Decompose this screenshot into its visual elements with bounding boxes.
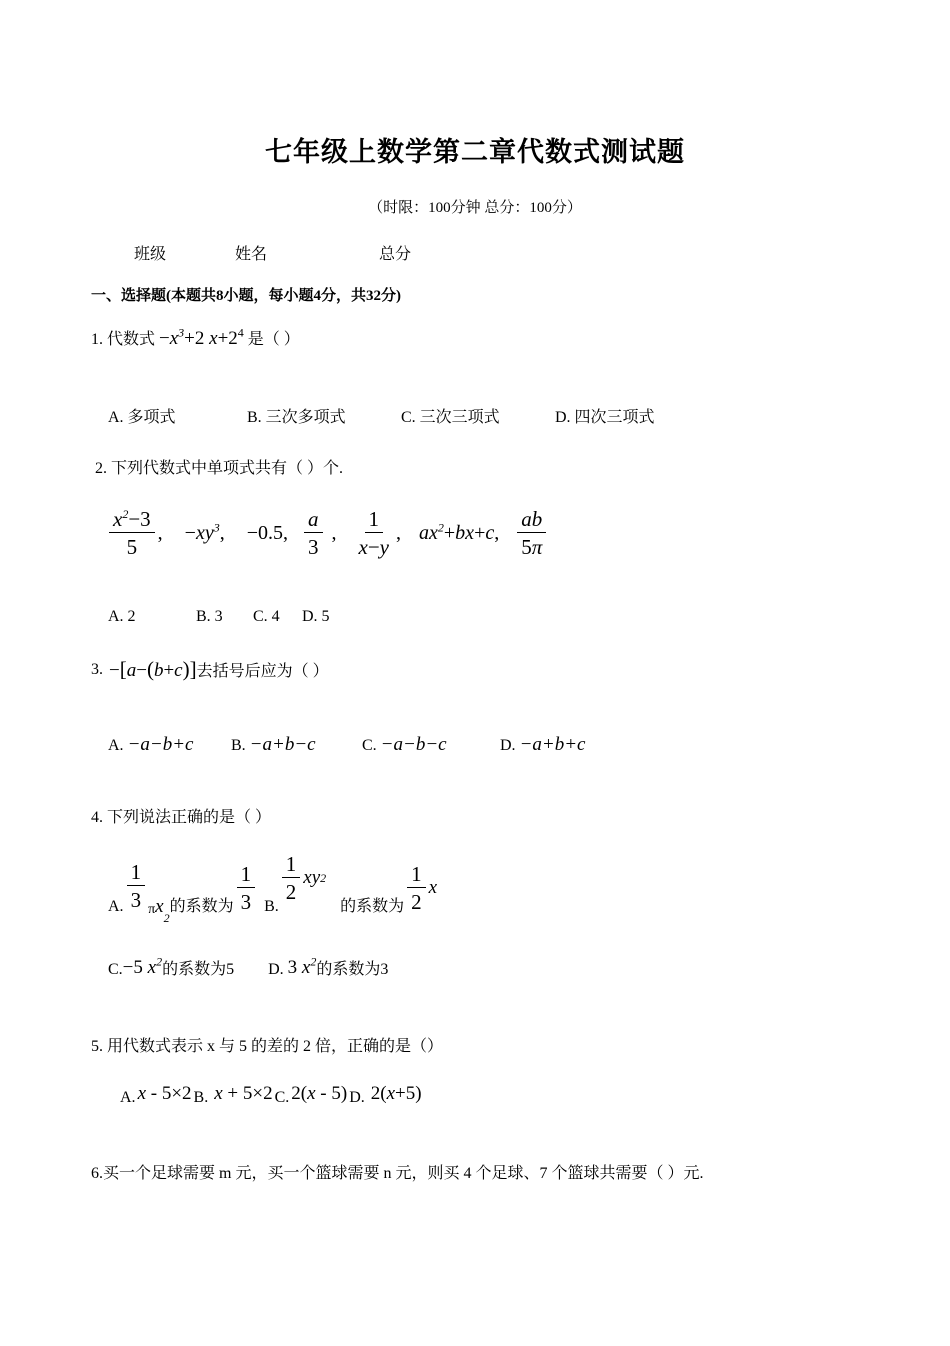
question-1 (91, 326, 300, 350)
q4-c-text: 的系数为5 (162, 961, 235, 978)
q2-option-b: B. 3 (196, 608, 223, 625)
time-limit-subtitle: （时限：100分钟 总分：100分） (368, 200, 582, 216)
q3-option-d: D. −a+b+c (500, 734, 586, 755)
q4-b-coef-text: 的系数为 (340, 898, 405, 916)
q1-option-d: D. 四次三项式 (555, 409, 655, 426)
q4-options-ab (108, 852, 438, 926)
q1-prefix: 代数式 (107, 331, 156, 348)
q1-expression: $-x^3+2$ $x+2^4$ (159, 325, 244, 349)
q5-options (120, 1083, 424, 1107)
question-2: 2. 下列代数式中单项式共有（ ）个. (95, 460, 344, 477)
q5-d-expression: 2(x+5) (370, 1083, 422, 1104)
q4-c-expression: −5 $x^2$ (122, 954, 163, 978)
q2-option-c: C. 4 (253, 608, 280, 625)
q2-option-a: A. 2 (108, 608, 136, 625)
q4-a-coef-text: 的系数为 (169, 898, 234, 916)
class-label: 班级 (134, 246, 167, 263)
q2-expressions: $\frac{x^2-3}{5}$ , $-xy^3$ , −0.5 , $\frac{a}{3}$ , $\frac{1}{x-y}$ , $ax^2+bx+c$ , $\frac{ab}{5\pi}$ (106, 507, 549, 559)
section-choice-heading: 一、选择题(本题共8小题，每小题4分，共32分) (91, 288, 401, 304)
question-6: 6.买一个足球需要 m 元，买一个篮球需要 n 元，则买 4 个足球、7 个篮球共需要（ ）元. (91, 1165, 704, 1182)
q2-expr-4: $\frac{a}{3}$ (304, 507, 323, 559)
q2-expr-3: −0.5 (246, 521, 283, 544)
q1-option-b: B. 三次多项式 (247, 409, 346, 426)
q3-option-a: A. −a−b+c (108, 734, 194, 755)
q3-option-b: B. −a+b−c (231, 734, 316, 755)
question-5: 5. 用代数式表示 x 与 5 的差的 2 倍，正确的是（） (91, 1038, 444, 1055)
q3-number: 3. (91, 660, 103, 678)
q1-option-c: C. 三次三项式 (401, 409, 500, 426)
q2-expr-6: $ax^2+bx+c$ (419, 519, 495, 544)
q5-label-a: A. (120, 1089, 136, 1106)
q2-expr-2: $-xy^3$ (184, 519, 220, 544)
q4-label-b: B. (264, 898, 279, 916)
q4-b-expression: $\frac{1}{2}$ xy 2 (279, 852, 326, 904)
q3-expression: −[a−(b+c)] (109, 657, 197, 681)
q5-label-d: D. (349, 1089, 365, 1106)
q5-label-b: B. (193, 1089, 209, 1106)
question-3 (91, 657, 329, 682)
q2-expr-5: $\frac{1}{x-y}$ (358, 507, 389, 560)
q3-option-c: C. −a−b−c (362, 734, 447, 755)
page-title: 七年级上数学第二章代数式测试题 (265, 137, 685, 168)
q1-suffix: 是（ ） (247, 331, 300, 348)
q4-b-coef-value: $\frac{1}{2}$ x (404, 862, 437, 914)
q4-d-expression: 3 $x^2$ (287, 954, 317, 978)
q3-suffix: 去括号后应为（ ） (196, 663, 329, 680)
q5-label-c: C. (274, 1089, 290, 1106)
score-label: 总分 (379, 246, 412, 263)
q1-option-a: A. 多项式 (108, 409, 176, 426)
q4-a-coef-value: $\frac{1}{3}$ (237, 862, 256, 914)
q2-expr-1: $\frac{x^2-3}{5}$ (109, 507, 155, 559)
question-4: 4. 下列说法正确的是（ ） (91, 809, 272, 826)
q5-b-expression: x + 5×2 (214, 1083, 273, 1104)
q1-number: 1. (91, 331, 103, 348)
q4-options-cd (108, 956, 388, 979)
q4-label-c: C. (108, 961, 123, 978)
q5-a-expression: x - 5×2 (137, 1083, 192, 1104)
name-label: 姓名 (235, 246, 268, 263)
q4-a-expression: $\frac{1}{3}$ π x 2 (124, 860, 170, 918)
q5-c-expression: 2(x - 5) (291, 1083, 348, 1104)
q2-expr-7: $\frac{ab}{5\pi}$ (517, 507, 546, 559)
q4-label-d: D. (268, 961, 284, 978)
q2-option-d: D. 5 (302, 608, 330, 625)
q4-d-text: 的系数为3 (316, 961, 389, 978)
q4-label-a: A. (108, 898, 124, 916)
